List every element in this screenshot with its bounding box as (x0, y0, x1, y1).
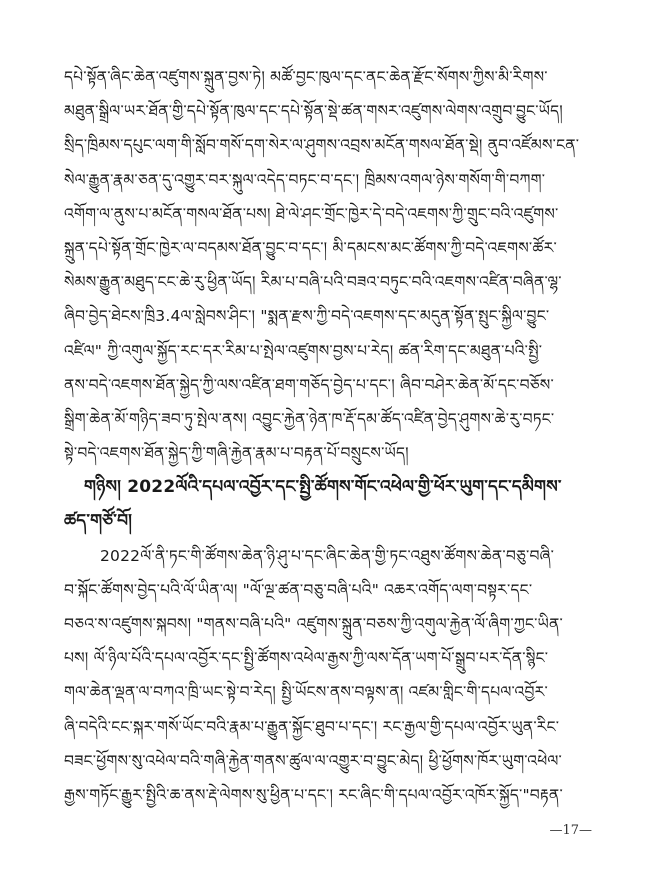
text-line: དཔེ་སྟོན་ཞིང་ཆེན་འཛུགས་སྐྲུན་བྱས་ཏེ། མཚོ་བྱང་ཁུལ་དང་ནང་ཆེན་རྫོང་སོགས་ཀྱིས་མི་རིགས་ (64, 68, 548, 86)
text-line: འཛིལ" ཀྱི་འགུལ་སྐྱོད་རང་དར་རིམ་པ་སྤེལ་འཛུགས་བྱས་པ་རེད། ཚན་རིག་དང་མཐུན་པའི་སྤྱི་ (64, 341, 543, 360)
heading-line: ཚད་གཙོ་བོ། (64, 511, 133, 532)
text-line: བ་སྐོང་ཚོགས་བྱེད་པའི་ལོ་ཡིན་ལ། "ལོ་ལྔ་ཚན་བཅུ་བཞི་པའི" འཆར་འགོད་ལག་བསྟར་དང་ (64, 580, 533, 599)
text-line: མཐུན་སྒྲིལ་ཡར་ཐོན་གྱི་དཔེ་སྟོན་ཁུལ་དང་དཔེ་སྟོན་སྡེ་ཚན་གསར་འཛུགས་ལེགས་འགྲུབ་བྱུང་ཡོད། (64, 102, 563, 121)
section-heading (64, 470, 594, 538)
text-line: བཅའ་ས་འཛུགས་སྐབས། "གནས་བཞི་པའི" འཛུགས་སྐྲུན་བཅས་ཀྱི་འགུལ་རྐྱེན་ལོ་ཞིག་ཀྱང་ཡིན་ (64, 615, 563, 633)
text-line: སྲིད་ཁྲིམས་དཔུང་ལག་གི་སློབ་གསོ་དག་སེར་ལ་ཤུགས་འབྲས་མངོན་གསལ་ཐོན་སྡེ། ནུབ་འཛོམས་ངན་ (64, 136, 580, 155)
paragraph-1 (64, 60, 594, 470)
text-line: སྟེ་བདེ་འཇགས་ཐོན་སྐྱེད་ཀྱི་གཞི་རྐྱེན་རྣམ་པ་བརྟན་པོ་བསྲུངས་ཡོད། (64, 444, 409, 463)
text-line: 2022ལོ་ནི་ཏང་གི་ཚོགས་ཆེན་ཉི་ཤུ་པ་དང་ཞིང་ཆེན་གྱི་ཏང་འཐུས་ཚོགས་ཆེན་བཅུ་བཞི་ (100, 546, 555, 565)
paragraph-2 (64, 539, 594, 813)
text-line: ནས་བདེ་འཇགས་ཐོན་སྐྱེད་ཀྱི་ལས་འཛིན་ཐག་གཅོད་བྱེད་པ་དང་། ཞིབ་བཤེར་ཆེན་མོ་དང་བཅོས་ (64, 375, 554, 394)
text-line: ཞི་བདེའི་ངང་སྐར་གསོ་ཡོང་བའི་རྣམ་པ་རྒྱུན་སྐྱོང་ཐུབ་པ་དང་། རང་རྒྱལ་གྱི་དཔལ་འབྱོར་ཡུན་རིང་ (64, 717, 560, 736)
text-line: པས། ལོ་ཉིལ་པོའི་དཔལ་འབྱོར་དང་སྤྱི་ཚོགས་འཕེལ་རྒྱས་ཀྱི་ལས་དོན་ཡག་པོ་སྒྲུབ་པར་དོན་སྙིང་ (64, 649, 549, 668)
text-line: རྒྱས་གཏོང་རྒྱུར་སྤྱིའི་ཆ་ནས་རྡེ་ལེགས་སུ་ཕྱིན་པ་དང་། རང་ཞིང་གི་དཔལ་འབྱོར་འཁོར་སྐྱོད་"བརྟན་ (64, 785, 563, 804)
text-line: སེམས་རྒྱུན་མཐུད་ངང་ཆེ་རུ་ཕྱིན་ཡོད། རིམ་པ་བཞི་པའི་བཟའ་བཏུང་བའི་འཇགས་འཛིན་བཞིན་ལྷ་ (64, 273, 562, 292)
page-number: —17— (549, 823, 592, 838)
heading-line: གཉིས། 2022ལོའི་དཔལ་འབྱོར་དང་སྤྱི་ཚོགས་གོང་འཕེལ་གྱི་ཕོར་ཡུག་དང་དམིགས་ (84, 477, 562, 498)
text-line: གལ་ཆེན་ལྡན་ལ་བཀའ་ཁྲི་ཡང་སྟེ་བ་རེད། སྤྱི་ཡོངས་ནས་བལྟས་ན། འཛམ་གླིང་གི་དཔལ་འབྱོར་ (64, 683, 548, 702)
text-line: སེལ་རྒྱུན་རྣམ་ཅན་དུ་འགྱུར་བར་སྐུལ་འདེད་བཏང་བ་དང་། ཁྲིམས་འགལ་ཉེས་གསོག་གི་བཀག་ (64, 170, 546, 189)
text-line: བཟང་ཕྱོགས་སུ་འཕེལ་བའི་གཞི་རྐྱེན་གནས་ཚུལ་ལ་འགྱུར་བ་བྱུང་མེད། ཕྱི་ཕྱོགས་ཁོར་ཡུག་འཕེལ་ (64, 751, 563, 770)
text-line: ཞིབ་བྱེད་ཐེངས་ཁྲི3.4ལ་སླེབས་ཤིང་། "སྨན་རྫས་ཀྱི་བདེ་འཇགས་དང་མདུན་སྟོན་སྤུང་སྐྱིལ་བྱུང་ (64, 307, 550, 326)
text-line: འགོག་ལ་ནུས་པ་མངོན་གསལ་ཐོན་པས། ཐེ་ལེ་ཤང་གྲོང་ཁྱེར་དེ་བདེ་འཇགས་ཀྱི་གྲུང་བའི་འཛུགས་ (64, 204, 559, 223)
text-line: སྐྲུན་དཔེ་སྟོན་གྲོང་ཁྱེར་ལ་བདམས་ཐོན་བྱུང་བ་དང་། མི་དམངས་མང་ཚོགས་ཀྱི་བདེ་འཇགས་ཚོར་ (64, 238, 557, 257)
text-line: སྒྲིག་ཆེན་མོ་གཉིད་ཟབ་ཏུ་སྤེལ་ནས། འབྱུང་རྐྱེན་ཉེན་ཁ་རྡོ་དམ་ཚོད་འཛིན་བྱེད་ཤུགས་ཆེ་རུ་བཏང་ (64, 409, 555, 428)
